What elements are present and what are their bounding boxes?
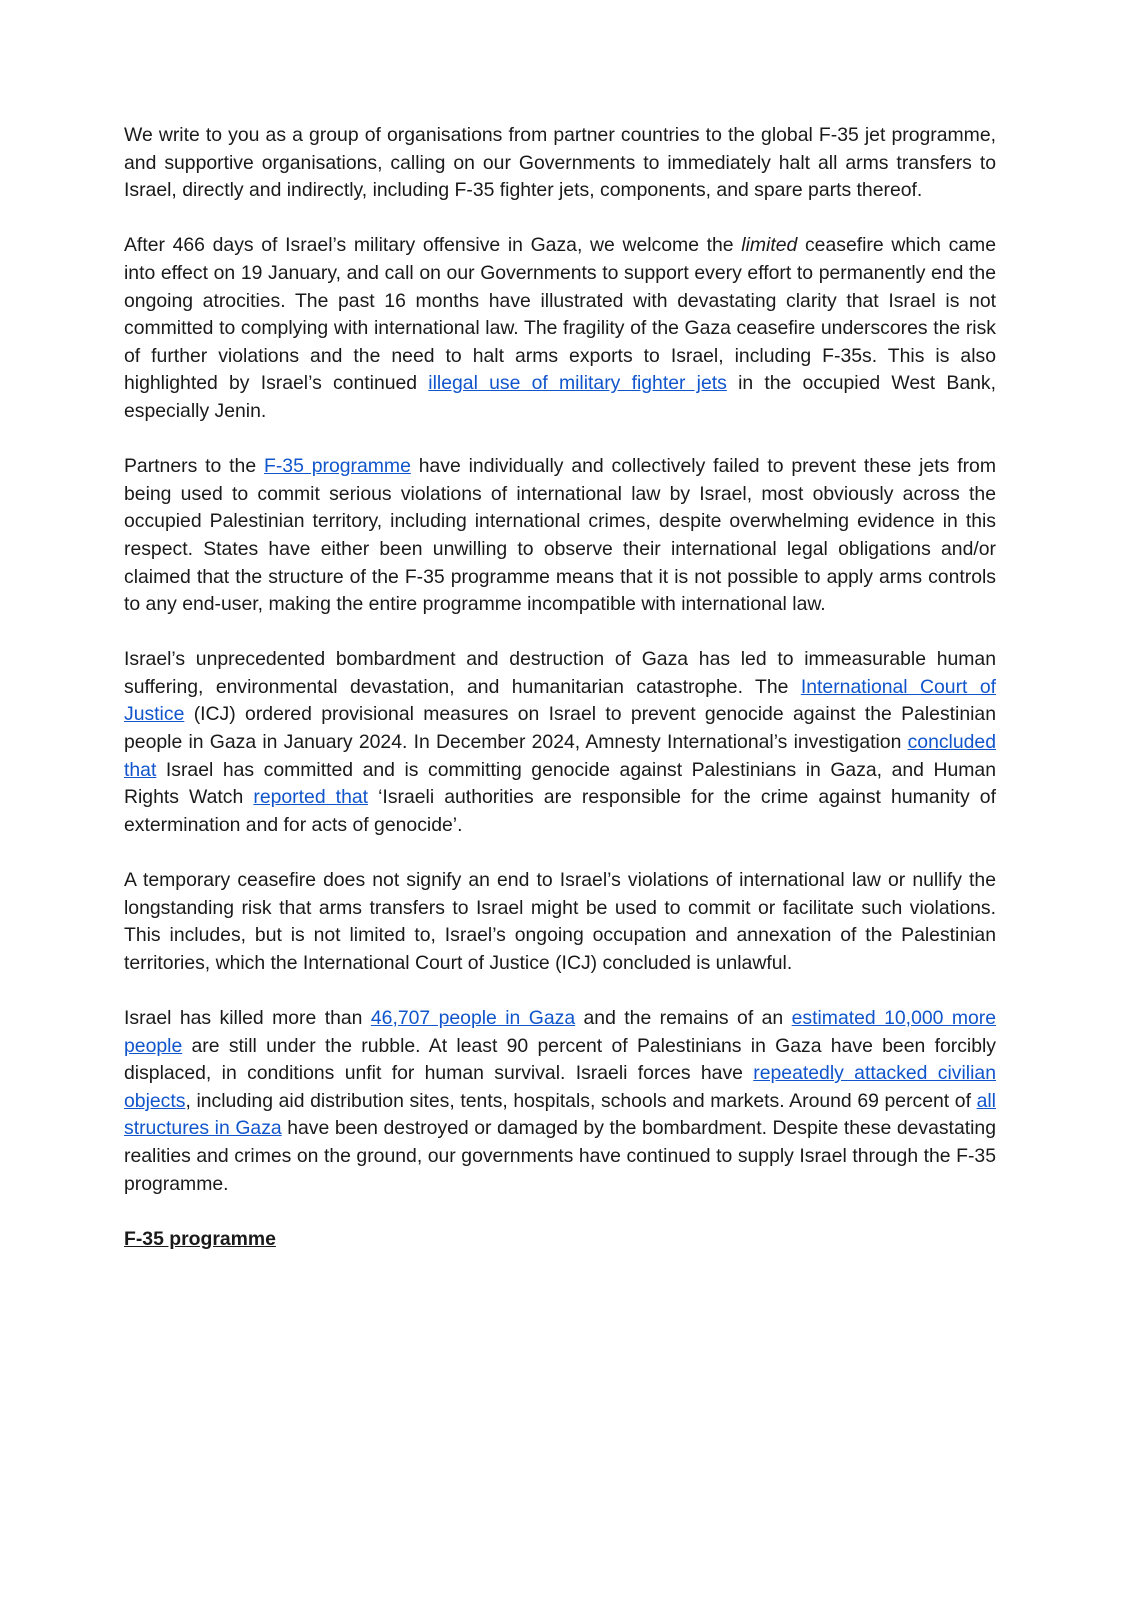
paragraph-text: Israel’s unprecedented bombardment and destruction of Gaza has led to immeasurable human suffering, environmental devastation, and humanitarian catastrophe. The (124, 648, 996, 698)
paragraph (124, 122, 996, 205)
paragraph-text: and the remains of an (575, 1007, 792, 1029)
paragraph (124, 646, 996, 839)
inline-link[interactable]: concluded that (124, 731, 996, 781)
inline-link[interactable]: estimated 10,000 more people (124, 1007, 997, 1057)
paragraph-text: Partners to the (124, 455, 264, 478)
paragraph (124, 1005, 996, 1198)
inline-link[interactable]: all structures in Gaza (124, 1089, 996, 1140)
paragraph-text: ‘Israeli authorities are responsible for the crime against humanity of extermination and for acts of genocide’. (124, 786, 996, 836)
section-heading: F-35 programme (124, 1227, 276, 1250)
inline-link[interactable]: illegal use of military fighter jets (428, 372, 727, 395)
inline-link[interactable]: repeatedly attacked civilian objects (124, 1062, 996, 1112)
paragraph-text: Israel has committed and is committing genocide against Palestinians in Gaza, and Human Rights Watch (124, 758, 996, 809)
inline-link[interactable]: International Court of Justice (124, 675, 997, 726)
paragraph-text: have been destroyed or damaged by the bombardment. Despite these devastating realities and crimes on the ground, our governments have continued to supply Israel through the F-35 programme. (124, 1117, 996, 1195)
paragraph-text: in the occupied West Bank, especially Jenin. (124, 372, 996, 422)
paragraph-text: have individually and collectively failed to prevent these jets from being used to commit serious violations of international law by Israel, most obviously across the occupied Palestinian territory, including international crimes, despite overwhelming evidence in this respect. States have either been unwilling to observe their international legal obligations and/or claimed that the structure of the F-35 programme means that it is not possible to apply arms controls to any end-user, making the entire programme incompatible with international law. (124, 455, 996, 616)
inline-link[interactable]: reported that (253, 786, 369, 809)
paragraph-text: We write to you as a group of organisations from partner countries to the global F-35 jet programme, and supportive organisations, calling on our Governments to immediately halt all arms transfers to Israel, directly and indirectly, including F-35 fighter jets, components, and spare parts thereof. (124, 124, 996, 202)
paragraph-text: After 466 days of Israel’s military offensive in Gaza, we welcome the (124, 234, 742, 257)
paragraph-text: ceasefire which came into effect on 19 January, and call on our Governments to support every effort to permanently end the ongoing atrocities. The past 16 months have illustrated with devastating clarity that Israel is not committed to complying with international law. The fragility of the Gaza ceasefire underscores the risk of further violations and the need to halt arms exports to Israel, including F-35s. This is also highlighted by Israel’s continued (124, 234, 996, 395)
paragraph (124, 232, 996, 425)
paragraph (124, 867, 996, 977)
inline-link[interactable]: F-35 programme (263, 455, 411, 478)
emphasized-text: limited (741, 234, 798, 257)
paragraph-text: A temporary ceasefire does not signify an end to Israel’s violations of international law or nullify the longstanding risk that arms transfers to Israel might be used to commit or facilitate such violations. This includes, but is not limited to, Israel’s ongoing occupation and annexation of the Palestinian territories, which the International Court of Justice (ICJ) concluded is unlawful. (124, 869, 996, 974)
document-page (124, 122, 996, 1253)
paragraph-text: Israel has killed more than (124, 1007, 371, 1029)
document-body (124, 122, 996, 1198)
paragraph-text: , including aid distribution sites, tents, hospitals, schools and markets. Around 69 percent of (185, 1089, 977, 1112)
paragraph (124, 453, 996, 619)
paragraph-text: are still under the rubble. At least 90 percent of Palestinians in Gaza have been forcibly displaced, in conditions unfit for human survival. Israeli forces have (124, 1034, 996, 1085)
paragraph-text: (ICJ) ordered provisional measures on Israel to prevent genocide against the Palestinian people in Gaza in January 2024. In December 2024, Amnesty International’s investigation (124, 703, 996, 754)
inline-link[interactable]: 46,707 people in Gaza (370, 1007, 576, 1029)
